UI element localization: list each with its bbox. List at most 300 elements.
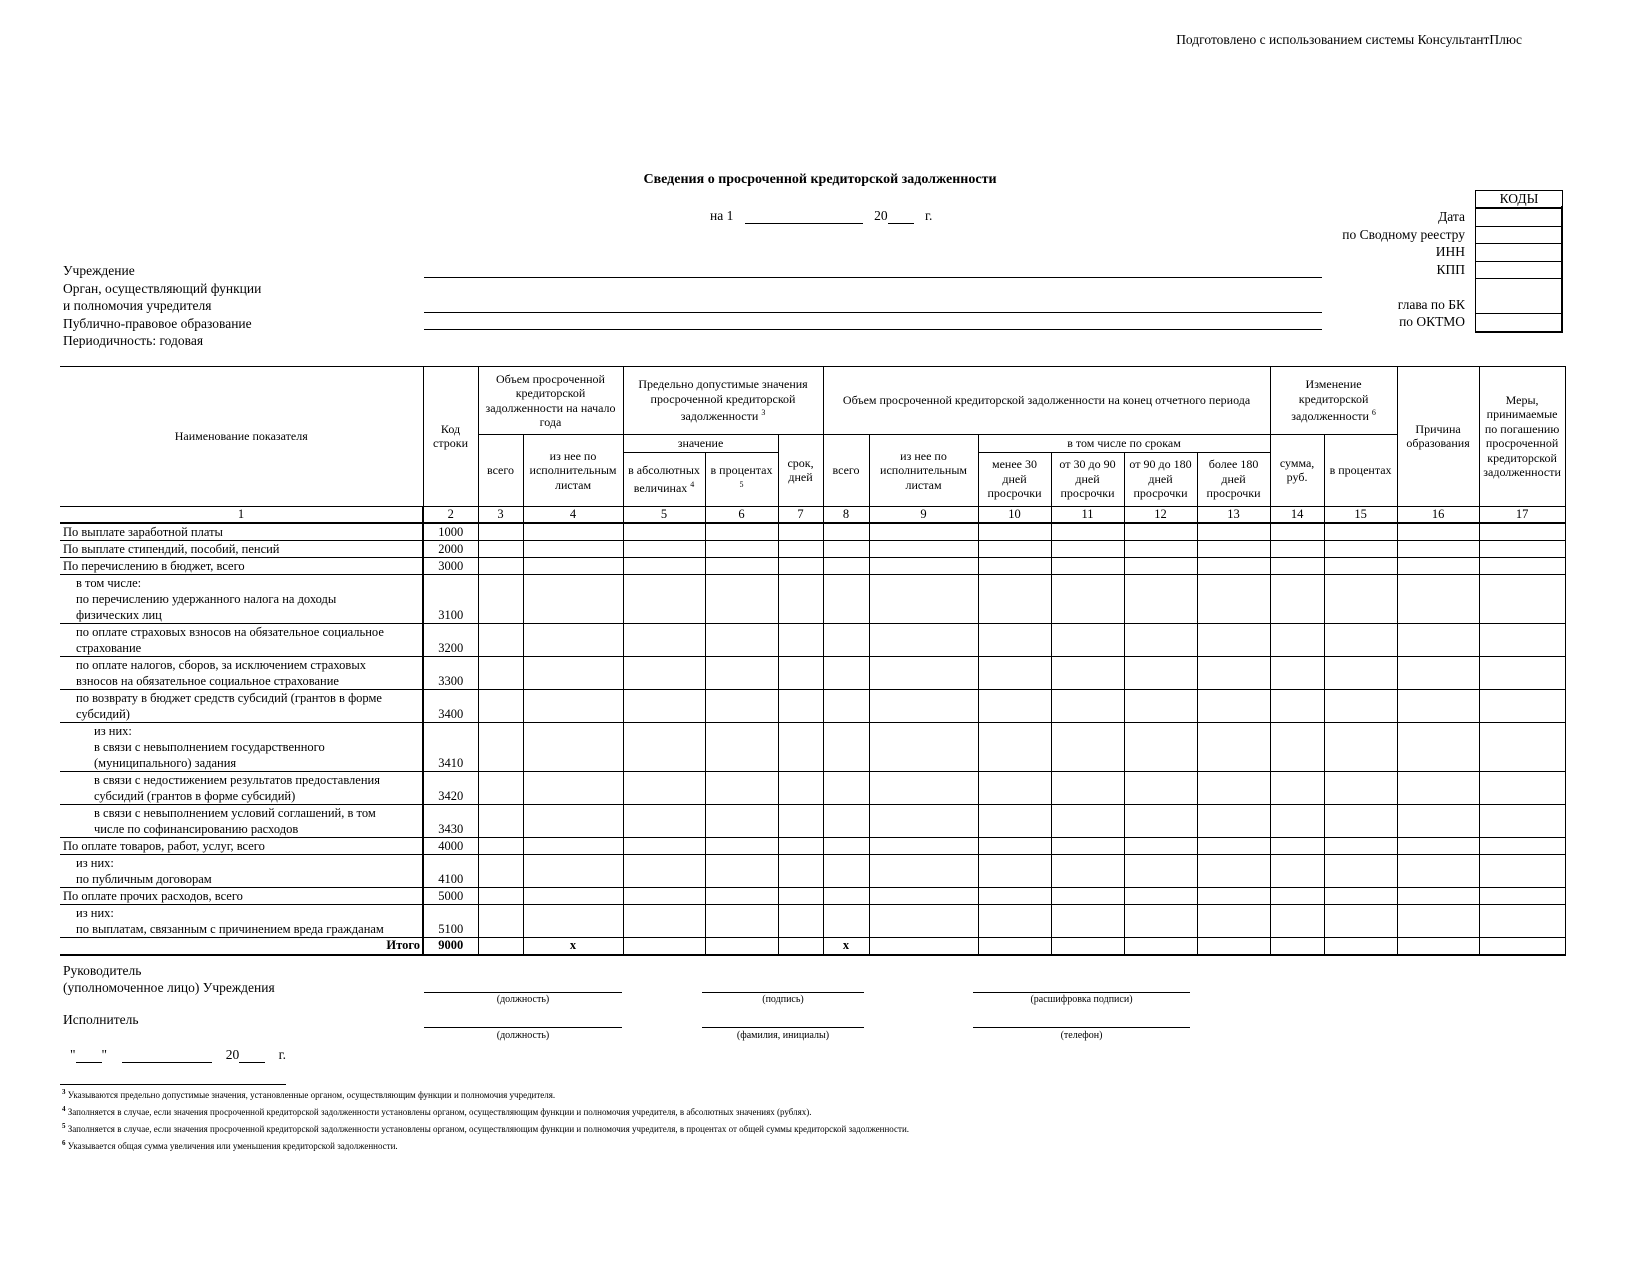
table-cell[interactable] <box>623 722 705 771</box>
group-header-limits <box>623 367 823 435</box>
table-cell[interactable] <box>705 557 778 574</box>
table-cell[interactable] <box>478 771 523 804</box>
table-cell[interactable] <box>1479 904 1565 937</box>
table-cell[interactable] <box>705 540 778 557</box>
table-cell[interactable] <box>1124 937 1197 955</box>
table-cell[interactable] <box>623 557 705 574</box>
table-cell[interactable] <box>978 656 1051 689</box>
executor-name-field[interactable] <box>702 1027 864 1028</box>
row-code: 5100 <box>423 904 478 937</box>
table-cell[interactable] <box>1479 837 1565 854</box>
table-cell[interactable] <box>823 656 869 689</box>
row-name-line: (муниципального) задания <box>94 755 237 770</box>
date-day-month-field[interactable] <box>745 209 863 224</box>
table-cell[interactable] <box>823 557 869 574</box>
row-name-line: числе по софинансированию расходов <box>94 821 299 836</box>
row-name <box>60 574 423 623</box>
table-cell[interactable] <box>523 574 623 623</box>
table-cell[interactable] <box>1270 771 1324 804</box>
table-cell[interactable] <box>523 722 623 771</box>
table-cell[interactable] <box>1324 837 1397 854</box>
table-cell[interactable] <box>1197 557 1270 574</box>
table-cell[interactable] <box>1197 904 1270 937</box>
table-cell[interactable] <box>1124 722 1197 771</box>
code-cell-kpp[interactable] <box>1475 261 1563 279</box>
table-cell[interactable] <box>778 837 823 854</box>
table-cell[interactable] <box>623 854 705 887</box>
table-cell[interactable] <box>1124 540 1197 557</box>
col-header-absolute <box>623 452 705 506</box>
table-cell[interactable] <box>1479 540 1565 557</box>
table-cell[interactable] <box>705 722 778 771</box>
code-cell-date[interactable] <box>1475 207 1563 226</box>
table-cell[interactable] <box>1397 574 1479 623</box>
table-cell[interactable] <box>869 574 978 623</box>
col-header-term-days: срок, дней <box>778 435 823 507</box>
table-cell[interactable] <box>869 656 978 689</box>
table-cell[interactable] <box>1051 689 1124 722</box>
table-cell[interactable] <box>778 904 823 937</box>
table-cell[interactable] <box>1051 887 1124 904</box>
table-cell[interactable] <box>478 623 523 656</box>
footnote-ref-6: 6 <box>1371 408 1376 418</box>
column-number: 16 <box>1397 506 1479 523</box>
row-name-line: страхование <box>76 640 142 655</box>
table-cell[interactable] <box>1051 771 1124 804</box>
table-cell[interactable] <box>1051 523 1124 541</box>
table-cell[interactable] <box>869 887 978 904</box>
table-cell[interactable] <box>1270 722 1324 771</box>
table-cell[interactable] <box>978 523 1051 541</box>
table-cell[interactable] <box>1479 722 1565 771</box>
table-cell[interactable] <box>705 623 778 656</box>
table-cell[interactable] <box>1270 804 1324 837</box>
table-cell[interactable] <box>869 837 978 854</box>
table-cell[interactable] <box>1124 523 1197 541</box>
table-cell[interactable] <box>523 557 623 574</box>
head-position-field[interactable] <box>424 992 622 993</box>
cap-signature: (подпись) <box>762 994 804 1005</box>
table-cell[interactable] <box>1270 887 1324 904</box>
table-cell[interactable] <box>823 837 869 854</box>
table-cell[interactable] <box>978 854 1051 887</box>
public-entity-field[interactable] <box>424 329 1322 330</box>
table-cell[interactable] <box>869 557 978 574</box>
table-cell[interactable] <box>1124 771 1197 804</box>
column-number: 2 <box>423 506 478 523</box>
table-cell[interactable] <box>1270 540 1324 557</box>
table-cell[interactable] <box>623 837 705 854</box>
group-header-start-of-year: Объем просроченной кредиторской задолженности на начало года <box>478 367 623 435</box>
table-cell[interactable] <box>1197 623 1270 656</box>
row-name-line: из них: <box>76 855 114 870</box>
table-cell[interactable] <box>623 937 705 955</box>
table-cell[interactable] <box>1397 804 1479 837</box>
table-cell[interactable] <box>869 523 978 541</box>
table-cell[interactable] <box>1397 837 1479 854</box>
table-cell[interactable] <box>705 689 778 722</box>
table-cell[interactable] <box>1324 540 1397 557</box>
label-founder-1: Орган, осуществляющий функции <box>63 280 262 296</box>
table-cell[interactable] <box>778 854 823 887</box>
table-cell[interactable] <box>478 804 523 837</box>
table-cell[interactable] <box>869 722 978 771</box>
column-number: 7 <box>778 506 823 523</box>
table-cell[interactable] <box>869 623 978 656</box>
label-periodicity: Периодичность: годовая <box>63 333 204 348</box>
table-cell[interactable] <box>1324 523 1397 541</box>
table-row <box>60 904 1565 937</box>
col-header-over-180: более 180 дней просрочки <box>1197 452 1270 506</box>
table-cell[interactable] <box>978 904 1051 937</box>
table-cell[interactable] <box>1051 656 1124 689</box>
table-cell[interactable] <box>978 837 1051 854</box>
cap-phone: (телефон) <box>1060 1030 1103 1041</box>
table-cell[interactable] <box>1124 904 1197 937</box>
table-cell[interactable] <box>1051 854 1124 887</box>
table-cell[interactable] <box>478 574 523 623</box>
table-cell[interactable] <box>478 523 523 541</box>
footnote-text: Указывается общая сумма увеличения или уменьшения кредиторской задолженности. <box>67 1141 398 1151</box>
table-cell[interactable] <box>1324 887 1397 904</box>
table-cell[interactable] <box>705 574 778 623</box>
table-cell[interactable] <box>1270 904 1324 937</box>
table-cell[interactable] <box>1124 557 1197 574</box>
table-cell[interactable] <box>478 689 523 722</box>
table-cell[interactable] <box>705 656 778 689</box>
table-cell[interactable] <box>1324 574 1397 623</box>
table-cell[interactable] <box>478 854 523 887</box>
cap-position: (должность) <box>496 994 550 1005</box>
table-cell[interactable] <box>978 722 1051 771</box>
table-row <box>60 689 1565 722</box>
table-cell[interactable] <box>869 540 978 557</box>
table-cell[interactable] <box>1051 937 1124 955</box>
table-row <box>60 623 1565 656</box>
row-name-line: по публичным договорам <box>76 871 212 886</box>
table-cell[interactable] <box>623 904 705 937</box>
table-cell[interactable] <box>1397 854 1479 887</box>
table-cell[interactable] <box>623 771 705 804</box>
table-cell[interactable] <box>869 854 978 887</box>
row-name-line: в том числе: <box>76 575 142 590</box>
table-cell[interactable] <box>1270 854 1324 887</box>
table-cell[interactable] <box>478 937 523 955</box>
table-cell[interactable] <box>1397 887 1479 904</box>
table-cell[interactable] <box>623 623 705 656</box>
table-cell[interactable] <box>1197 854 1270 887</box>
footnote-number: 6 <box>62 1139 66 1147</box>
table-cell[interactable] <box>823 574 869 623</box>
table-cell[interactable] <box>1324 904 1397 937</box>
table-cell[interactable] <box>705 837 778 854</box>
table-cell[interactable] <box>978 557 1051 574</box>
table-cell[interactable] <box>623 804 705 837</box>
table-cell[interactable] <box>1397 557 1479 574</box>
head-signature-field[interactable] <box>702 992 864 993</box>
table-row <box>60 557 1565 574</box>
table-cell[interactable] <box>1270 574 1324 623</box>
table-cell[interactable] <box>978 574 1051 623</box>
table-cell[interactable] <box>823 854 869 887</box>
table-cell[interactable] <box>705 771 778 804</box>
table-cell[interactable] <box>623 689 705 722</box>
table-cell[interactable] <box>1270 937 1324 955</box>
sign-day-field[interactable] <box>76 1048 102 1063</box>
table-cell[interactable] <box>778 656 823 689</box>
table-cell[interactable] <box>523 837 623 854</box>
table-cell[interactable] <box>1270 656 1324 689</box>
table-cell[interactable] <box>1397 771 1479 804</box>
table-cell[interactable] <box>869 771 978 804</box>
table-cell[interactable] <box>1051 540 1124 557</box>
sign-year-field[interactable] <box>239 1048 265 1063</box>
table-cell[interactable] <box>778 722 823 771</box>
table-row <box>60 540 1565 557</box>
row-code: 3430 <box>423 804 478 837</box>
table-cell[interactable] <box>1197 540 1270 557</box>
table-cell[interactable] <box>623 523 705 541</box>
code-cell-bk[interactable] <box>1475 278 1563 313</box>
table-cell[interactable] <box>978 771 1051 804</box>
column-number: 3 <box>478 506 523 523</box>
table-cell[interactable] <box>1479 574 1565 623</box>
table-cell[interactable] <box>623 574 705 623</box>
table-cell[interactable] <box>1124 623 1197 656</box>
table-cell[interactable] <box>478 656 523 689</box>
table-cell[interactable] <box>523 523 623 541</box>
table-cell[interactable] <box>1124 804 1197 837</box>
table-cell[interactable] <box>778 540 823 557</box>
table-cell[interactable] <box>1051 623 1124 656</box>
table-cell[interactable] <box>623 656 705 689</box>
table-cell[interactable] <box>1197 574 1270 623</box>
table-cell[interactable] <box>1324 804 1397 837</box>
table-cell[interactable] <box>778 887 823 904</box>
table-cell[interactable] <box>1051 574 1124 623</box>
total-x-mark: x <box>523 937 623 955</box>
table-cell[interactable] <box>623 887 705 904</box>
table-row <box>60 837 1565 854</box>
table-cell[interactable] <box>978 623 1051 656</box>
table-cell[interactable] <box>1324 623 1397 656</box>
table-cell[interactable] <box>1197 523 1270 541</box>
group-header-change-text: Изменение кредиторской задолженности <box>1291 377 1369 424</box>
executor-phone-field[interactable] <box>973 1027 1190 1028</box>
table-cell[interactable] <box>823 540 869 557</box>
table-cell[interactable] <box>1479 854 1565 887</box>
table-row <box>60 656 1565 689</box>
table-cell[interactable] <box>1197 689 1270 722</box>
table-cell[interactable] <box>1397 523 1479 541</box>
table-cell[interactable] <box>1051 557 1124 574</box>
date-year-field[interactable] <box>888 209 914 224</box>
founder-field[interactable] <box>424 312 1322 313</box>
table-cell[interactable] <box>1270 837 1324 854</box>
table-cell[interactable] <box>823 804 869 837</box>
table-cell[interactable] <box>1324 557 1397 574</box>
table-cell[interactable] <box>1324 771 1397 804</box>
table-cell[interactable] <box>1270 623 1324 656</box>
table-cell[interactable] <box>523 904 623 937</box>
footnote-number: 5 <box>62 1122 66 1130</box>
table-cell[interactable] <box>1197 771 1270 804</box>
row-name-line: по возврату в бюджет средств субсидий (грантов в форме <box>76 690 382 705</box>
table-cell[interactable] <box>823 887 869 904</box>
table-cell[interactable] <box>1397 904 1479 937</box>
table-cell[interactable] <box>778 771 823 804</box>
executor-position-field[interactable] <box>424 1027 622 1028</box>
column-number: 1 <box>60 506 423 523</box>
table-cell[interactable] <box>1324 937 1397 955</box>
table-cell[interactable] <box>1397 722 1479 771</box>
table-cell[interactable] <box>1270 557 1324 574</box>
table-cell[interactable] <box>778 623 823 656</box>
table-cell[interactable] <box>478 887 523 904</box>
table-cell[interactable] <box>523 854 623 887</box>
table-cell[interactable] <box>869 937 978 955</box>
table-cell[interactable] <box>478 722 523 771</box>
table-cell[interactable] <box>705 523 778 541</box>
table-cell[interactable] <box>778 557 823 574</box>
footnote-ref-4: 4 <box>690 479 695 489</box>
table-cell[interactable] <box>478 540 523 557</box>
table-cell[interactable] <box>823 904 869 937</box>
table-cell[interactable] <box>1479 656 1565 689</box>
table-cell[interactable] <box>523 689 623 722</box>
table-row <box>60 887 1565 904</box>
sign-month-field[interactable] <box>122 1048 212 1063</box>
table-cell[interactable] <box>1051 904 1124 937</box>
table-cell[interactable] <box>1397 623 1479 656</box>
table-cell[interactable] <box>978 937 1051 955</box>
table-cell[interactable] <box>523 540 623 557</box>
column-number: 8 <box>823 506 869 523</box>
table-cell[interactable] <box>1270 523 1324 541</box>
col-header-total-end: всего <box>823 435 869 507</box>
table-cell[interactable] <box>523 623 623 656</box>
row-name-line: из них: <box>76 905 114 920</box>
table-cell[interactable] <box>1479 771 1565 804</box>
table-cell[interactable] <box>478 837 523 854</box>
table-cell[interactable] <box>823 623 869 656</box>
head-sign-decode-field[interactable] <box>973 992 1190 993</box>
table-cell[interactable] <box>478 557 523 574</box>
table-cell[interactable] <box>523 804 623 837</box>
table-cell[interactable] <box>1270 689 1324 722</box>
table-cell[interactable] <box>705 887 778 904</box>
col-header-measures: Меры, принимаемые по погашению просроченной кредиторской задолженности <box>1479 367 1565 507</box>
table-cell[interactable] <box>978 540 1051 557</box>
table-cell[interactable] <box>1479 887 1565 904</box>
table-cell[interactable] <box>1397 689 1479 722</box>
row-name-line: из них: <box>94 723 132 738</box>
table-cell[interactable] <box>1397 656 1479 689</box>
table-cell[interactable] <box>823 689 869 722</box>
table-cell[interactable] <box>705 804 778 837</box>
table-cell[interactable] <box>1051 804 1124 837</box>
table-cell[interactable] <box>1197 837 1270 854</box>
table-cell[interactable] <box>869 689 978 722</box>
table-cell[interactable] <box>1479 523 1565 541</box>
table-cell[interactable] <box>869 904 978 937</box>
table-cell[interactable] <box>978 689 1051 722</box>
row-name-line: по оплате налогов, сборов, за исключением страховых <box>76 657 366 672</box>
table-cell[interactable] <box>869 804 978 837</box>
table-cell[interactable] <box>1051 837 1124 854</box>
table-cell[interactable] <box>778 574 823 623</box>
table-cell[interactable] <box>523 656 623 689</box>
head-label-line1: Руководитель <box>63 963 142 978</box>
table-cell[interactable] <box>705 904 778 937</box>
table-cell[interactable] <box>1479 937 1565 955</box>
table-cell[interactable] <box>1324 656 1397 689</box>
table-cell[interactable] <box>1124 656 1197 689</box>
table-cell[interactable] <box>1324 854 1397 887</box>
codes-box <box>1475 190 1563 333</box>
org-labels <box>63 262 261 350</box>
table-cell[interactable] <box>705 937 778 955</box>
row-name: По перечислению в бюджет, всего <box>60 557 423 574</box>
table-cell[interactable] <box>823 722 869 771</box>
table-cell[interactable] <box>778 804 823 837</box>
table-cell[interactable] <box>1197 804 1270 837</box>
column-number: 17 <box>1479 506 1565 523</box>
table-cell[interactable] <box>978 804 1051 837</box>
table-cell[interactable] <box>1051 722 1124 771</box>
table-cell[interactable] <box>1197 722 1270 771</box>
subgroup-header-by-term: в том числе по срокам <box>978 435 1270 453</box>
table-cell[interactable] <box>823 523 869 541</box>
table-cell[interactable] <box>1197 937 1270 955</box>
column-number: 13 <box>1197 506 1270 523</box>
table-row <box>60 771 1565 804</box>
table-cell[interactable] <box>1124 887 1197 904</box>
table-cell[interactable] <box>523 887 623 904</box>
code-cell-registry[interactable] <box>1475 226 1563 244</box>
table-cell[interactable] <box>1479 804 1565 837</box>
table-cell[interactable] <box>778 937 823 955</box>
table-cell[interactable] <box>478 904 523 937</box>
table-cell[interactable] <box>1479 689 1565 722</box>
row-name <box>60 656 423 689</box>
table-cell[interactable] <box>1124 574 1197 623</box>
table-cell[interactable] <box>1397 937 1479 955</box>
institution-field[interactable] <box>424 277 1322 278</box>
table-cell[interactable] <box>523 771 623 804</box>
table-cell[interactable] <box>1197 887 1270 904</box>
table-cell[interactable] <box>1479 557 1565 574</box>
table-cell[interactable] <box>778 523 823 541</box>
code-cell-inn[interactable] <box>1475 243 1563 261</box>
table-cell[interactable] <box>1479 623 1565 656</box>
table-cell[interactable] <box>1197 656 1270 689</box>
table-cell[interactable] <box>778 689 823 722</box>
table-cell[interactable] <box>823 771 869 804</box>
table-cell[interactable] <box>1324 722 1397 771</box>
table-cell[interactable] <box>1124 689 1197 722</box>
footnote-4 <box>62 1105 811 1117</box>
table-cell[interactable] <box>705 854 778 887</box>
table-cell[interactable] <box>1124 854 1197 887</box>
table-cell[interactable] <box>1124 837 1197 854</box>
code-cell-oktmo[interactable] <box>1475 313 1563 331</box>
table-cell[interactable] <box>623 540 705 557</box>
group-header-change <box>1270 367 1397 435</box>
table-cell[interactable] <box>1397 540 1479 557</box>
table-cell[interactable] <box>1324 689 1397 722</box>
table-cell[interactable] <box>978 887 1051 904</box>
